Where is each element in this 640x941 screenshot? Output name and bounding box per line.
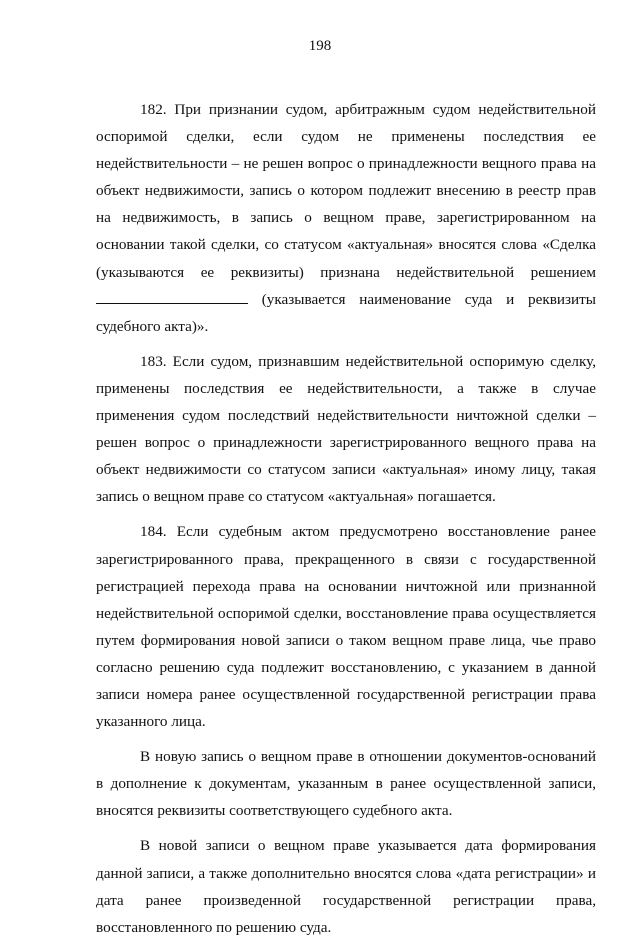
paragraph-spacer (96, 824, 596, 832)
paragraph-new-record-text: В новую запись о вещном праве в отношении документов-оснований в дополнение к документам, указанным в ранее осуществленной записи, вносятся реквизиты соответствующего судебного акта. (96, 748, 596, 820)
paragraph-183-text: 183. Если судом, признавшим недействительной оспоримую сделку, применены последствия ее недействительности, а также в случае применения судом последствий недействительности ничтожной сделки – решен вопрос о принадлежности зарегистрированного вещного права на объект недвижимости со статусом записи «актуальная» иному лицу, такая запись о вещном праве со статусом «актуальная» погашается. (96, 352, 596, 506)
paragraph-date-text: В новой записи о вещном праве указывается дата формирования данной записи, а также дополнительно вносятся слова «дата регистрации» и дата ранее произведенной государственной регистрации права, восстановленного по решению суда. (96, 837, 596, 936)
paragraph-182-continuation: (указывается наименование суда и реквизиты судебного акта)». (96, 290, 597, 335)
blank-line (96, 289, 248, 304)
paragraph-184-text: 184. Если судебным актом предусмотрено восстановление ранее зарегистрированного права, прекращенного в связи с государственной регистрацией перехода права на основании ничтожной или признанной недействительной оспоримой сделки, восстановление права осуществляется путем формирования новой записи о таком вещном праве лица, чье право согласно решению суда подлежит восстановлению, с указанием в данной записи номера ранее осуществленной государственной регистрации права указанного лица. (96, 523, 596, 731)
paragraph-spacer (96, 735, 596, 743)
document-body (96, 96, 596, 941)
paragraph-spacer (96, 340, 596, 348)
paragraph-182 (96, 96, 596, 340)
page-number: 198 (308, 38, 332, 54)
paragraph-spacer (96, 510, 596, 518)
paragraph-182-text: 182. При признании судом, арбитражным судом недействительной оспоримой сделки, если судом не применены последствия ее недействительности – не решен вопрос о принадлежности вещного права на объект недвижимости, запись о котором подлежит внесению в реестр прав на недвижимость, в запись о вещном праве, зарегистрированном на основании такой сделки, со статусом «актуальная» вносятся слова «Сделка (указываются ее реквизиты) признана недействительной решением (96, 101, 596, 281)
paragraph-date (96, 832, 596, 940)
paragraph-184 (96, 518, 596, 735)
paragraph-new-record (96, 743, 596, 824)
paragraph-183 (96, 348, 596, 511)
